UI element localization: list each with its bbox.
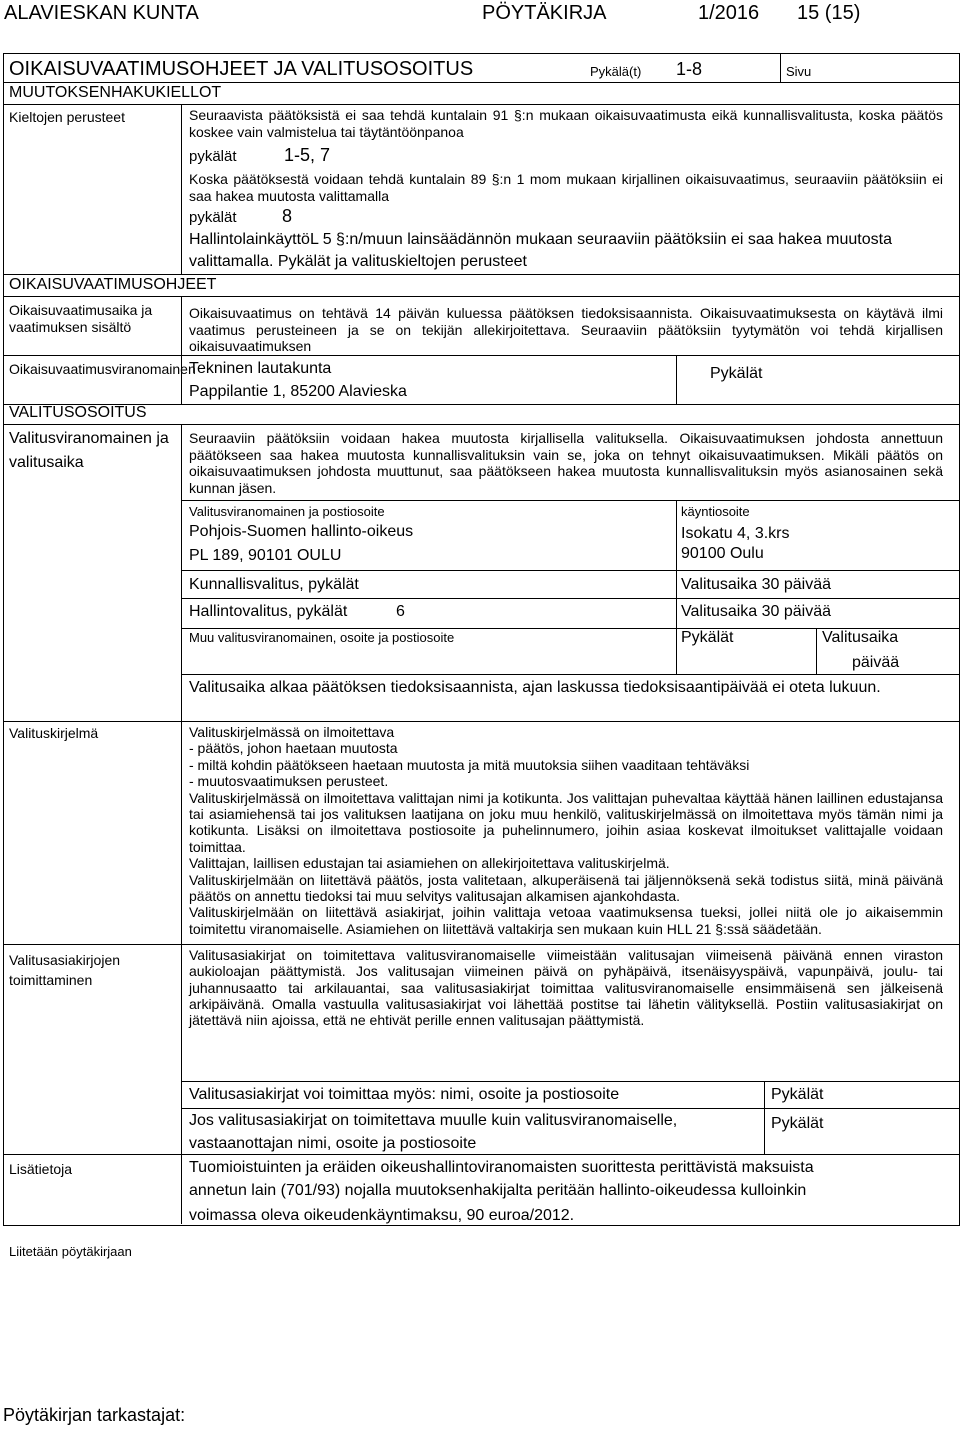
court-visit-address-1: Isokatu 4, 3.krs <box>681 525 790 542</box>
valitusaika-alkaa: Valitusaika alkaa päätöksen tiedoksisaannista, ajan laskussa tiedoksisaantipäivää ei oteta lukuun. <box>189 679 881 696</box>
viranomainen-address: Pappilantie 1, 85200 Alavieska <box>189 383 407 400</box>
pykala-label: Pykälä(t) <box>590 64 642 79</box>
liitetaan-poytakirjaan: Liitetään pöytäkirjaan <box>9 1244 132 1259</box>
pykalat-label-2: pykälät <box>189 209 237 226</box>
toimitus-row-2-pykalat: Pykälät <box>771 1115 824 1132</box>
valituskirjelma-text: Valituskirjelmässä on ilmoitettava - päätös, johon haetaan muutosta - miltä kohdin päätökseen haetaan muutosta ja mitä muutoksia siihen vaaditaan tehtäväksi - muutosvaatimuksen perusteet. Valituskirjelmässä on ilmoitettava valittajan nimi ja kotikunta. Jos valittajan puhevaltaa käyttää hänen laillinen edustajansa tai asiamiehensä tai jos valituksen laatijana on joku muu henkilö, valituskirjelmässä on ilmoitettava myös tämän nimi ja kotikunta. Lisäksi on ilmoitettava postiosoite ja puhelinnumero, joihin asiaa koskevat ilmoitukset valittajalle voidaan toimittaa. Valittajan, laillisen edustajan tai asiamiehen on allekirjoitettava valituskirjelmä. Valituskirjelmään on liitettävä päätös, josta valitetaan, alkuperäisenä tai jäljennöksenä sekä todistus siitä, minä päivänä päätös on annettu tiedoksi tai muu selvitys valitusajan alkamisen ajankohdasta. Valituskirjelmään on liitettävä asiakirjat, joihin valittaja vetoaa vaatimuksensa tueksi, jollei niitä ole jo aikaisemmin toimitettu viranomaiselle. Asiamiehen on liitettävä valtakirja sen mukaan kuin HLL 21 §:ssä säädetään. <box>189 724 943 937</box>
kielto-paragraph-2: Koska päätöksestä voidaan tehdä kuntalain 89 §:n 1 mom mukaan kirjallinen oikaisuvaatimus, seuraaviin päätöksiin ei saa hakea muutosta valittamalla <box>189 171 943 204</box>
doc-number: 1/2016 <box>698 2 760 24</box>
label-valituskirjelma: Valituskirjelmä <box>9 725 99 741</box>
doc-type: PÖYTÄKIRJA <box>482 2 607 24</box>
poytakirjan-tarkastajat: Pöytäkirjan tarkastajat: <box>3 1405 186 1425</box>
kielto-paragraph-3: HallintolainkäyttöL 5 §:n/muun lainsäädännön mukaan seuraaviin päätöksiin ei saa hakea muutosta valittamalla. Pykälät ja valituskieltojen perusteet <box>189 231 892 270</box>
page-number: 15 (15) <box>797 2 861 24</box>
valitus-intro: Seuraaviin päätöksiin voidaan hakea muutosta kirjallisella valituksella. Oikaisuvaatimuksen johdosta annettuun päätökseen saa hakea muutosta kunnallisvalituksin vain se, joka on tehnyt oikaisuvaatimuksen. Mikäli päätös on oikaisuvaatimuksen johdosta muuttunut, saa päätökseen hakea muutosta kunnallisvalituksin myös asianosainen sekä kunnan jäsen. <box>189 430 943 496</box>
pykalat-value-1: 1-5, 7 <box>284 145 331 165</box>
kielto-paragraph-1: Seuraavista päätöksistä ei saa tehdä kuntalain 91 §:n mukaan oikaisuvaatimusta eikä kunnallisvalitusta, koska päätös koskee vain valmistelua tai täytäntöönpanoa <box>189 107 943 140</box>
toimitus-row-2a: Jos valitusasiakirjat on toimitettava muulle kuin valitusviranomaiselle, <box>189 1112 678 1129</box>
toimitus-row-2b: vastaanottajan nimi, osoite ja postiosoite <box>189 1135 477 1152</box>
pykalat-value-2: 8 <box>282 206 293 226</box>
label-oikaisuvaatimusviranomainen: Oikaisuvaatimusviranomainen <box>9 361 196 377</box>
court-postal-address: PL 189, 90101 OULU <box>189 547 342 564</box>
pykala-range: 1-8 <box>676 59 703 79</box>
muu-paivaa: päivää <box>852 654 900 671</box>
muu-pykalat: Pykälät <box>681 629 734 646</box>
form-title: OIKAISUVAATIMUSOHJEET JA VALITUSOSOITUS <box>9 58 474 80</box>
kayntiosoite-label: käyntiosoite <box>681 504 750 519</box>
court-name: Pohjois-Suomen hallinto-oikeus <box>189 523 414 540</box>
viranomainen-name: Tekninen lautakunta <box>189 360 332 377</box>
oikaisuvaatimus-text: Oikaisuvaatimus on tehtävä 14 päivän kuluessa päätöksen tiedoksisaannista. Oikaisuvaatimuksesta on käytävä ilmi vaatimus perusteineen ja se on tekijän allekirjoitettava. Seuraaviin päätöksiin tyytymätön voi tehdä kirjallisen oikaisuvaatimuksen <box>189 305 943 354</box>
kunnallisvalitus-label: Kunnallisvalitus, pykälät <box>189 576 359 593</box>
hallintovalitus-aika: Valitusaika 30 päivää <box>681 603 832 620</box>
label-oikaisuvaatimusaika: Oikaisuvaatimusaika ja vaatimuksen sisältö <box>9 302 153 335</box>
toimittaminen-text: Valitusasiakirjat on toimitettava valitusviranomaiselle viimeistään valitusajan viimeisenä päivänä ennen viraston aukioloajan päättymistä. Jos valitusajan viimeinen päivä on pyhäpäivä, itsenäisyyspäivä, vapunpäivä, joulu- tai juhannusaatto tai arkilauantai, saa valitusasiakirjat toimittaa valitusviranomaiselle ensimmäisenä sen jälkeisenä arkipäivänä. Omalla vastuulla valitusasiakirjat voi lähettää postitse tai lähetin välityksellä. Postiin valitusasiakirjat on jätettävä niin ajoissa, että ne ehtivät perille ennen valitusajan päättymistä. <box>189 947 943 1029</box>
toimitus-row-1-pykalat: Pykälät <box>771 1086 824 1103</box>
section-heading-oikaisuvaatimusohjeet: OIKAISUVAATIMUSOHJEET <box>9 276 217 293</box>
label-valitusviranomainen: Valitusviranomainen ja valitusaika <box>9 430 169 471</box>
muu-valitusviranomainen-label: Muu valitusviranomainen, osoite ja postiosoite <box>189 630 455 645</box>
section-heading-valitusosoitus: VALITUSOSOITUS <box>9 404 147 421</box>
label-toimittaminen: Valitusasiakirjojen toimittaminen <box>9 952 121 988</box>
pykalat-label-1: pykälät <box>189 148 237 165</box>
hallintovalitus-label: Hallintovalitus, pykälät <box>189 603 348 620</box>
lisatietoja-line-2: annetun lain (701/93) nojalla muutoksenhakijalta peritään hallinto-oikeudessa kulloinkin <box>189 1182 807 1199</box>
org-name: ALAVIESKAN KUNTA <box>4 2 199 24</box>
muu-valitusaika: Valitusaika <box>822 629 899 646</box>
section-heading-muutoksenhakukiellot: MUUTOKSENHAKUKIELLOT <box>9 84 222 101</box>
oikaisuvaatimus-pykalat: Pykälät <box>710 365 763 382</box>
sivu-label: Sivu <box>786 64 812 79</box>
court-visit-address-2: 90100 Oulu <box>681 545 764 562</box>
lisatietoja-line-1: Tuomioistuinten ja eräiden oikeushallintoviranomaisten suorittesta perittävistä maksuista <box>189 1159 814 1176</box>
hallintovalitus-pykala: 6 <box>396 603 405 620</box>
toimitus-row-1: Valitusasiakirjat voi toimittaa myös: nimi, osoite ja postiosoite <box>189 1086 620 1103</box>
label-kieltojen-perusteet: Kieltojen perusteet <box>9 109 125 125</box>
valitusviranomainen-postiosoite-label: Valitusviranomainen ja postiosoite <box>189 504 385 519</box>
label-lisatietoja: Lisätietoja <box>9 1161 73 1177</box>
kunnallisvalitus-aika: Valitusaika 30 päivää <box>681 576 832 593</box>
lisatietoja-line-3: voimassa oleva oikeudenkäyntimaksu, 90 euroa/2012. <box>189 1207 575 1224</box>
